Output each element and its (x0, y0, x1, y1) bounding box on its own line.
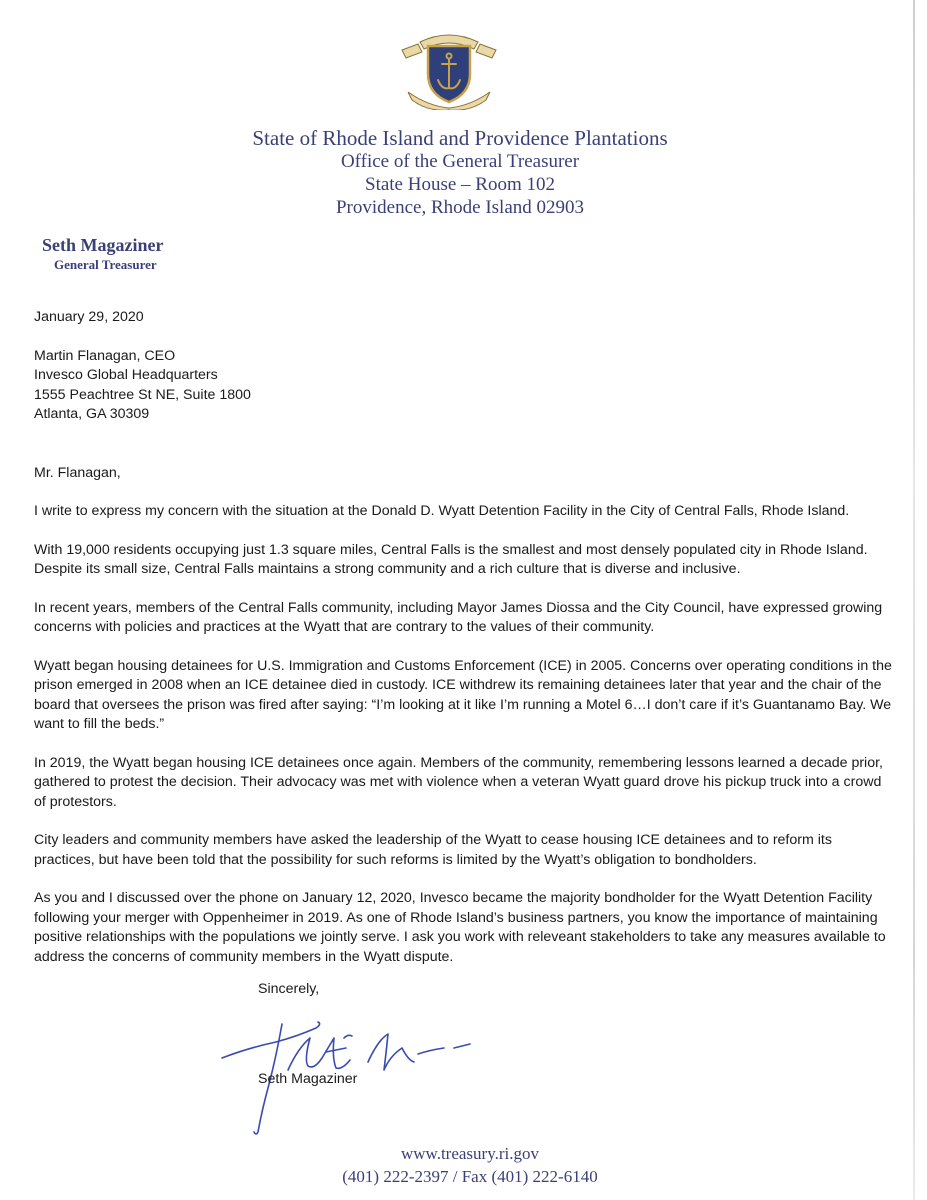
recipient-address (34, 347, 894, 425)
letterhead-title: State of Rhode Island and Providence Plantations (252, 126, 668, 150)
handwritten-signature (218, 998, 478, 1136)
treasurer-block (42, 234, 163, 274)
letterhead-room: State House – Room 102 (365, 174, 555, 195)
scan-edge-line (913, 0, 915, 1200)
recipient-line: Invesco Global Headquarters (34, 367, 218, 383)
treasurer-name: Seth Magaziner (42, 235, 164, 255)
letter-body (34, 308, 894, 967)
letterhead (180, 127, 740, 219)
body-paragraph: I write to express my concern with the situation at the Donald D. Wyatt Detention Facility in the City of Central Falls, Rhode Island. (34, 503, 850, 519)
letter-footer (230, 1142, 710, 1188)
footer-phone-fax: (401) 222-2397 / Fax (401) 222-6140 (342, 1167, 598, 1186)
closing: Sincerely, (258, 981, 320, 997)
treasurer-title: General Treasurer (54, 257, 157, 272)
letterhead-office: Office of the General Treasurer (340, 151, 580, 172)
signer-name: Seth Magaziner (258, 1071, 358, 1087)
recipient-line: Martin Flanagan, CEO (34, 347, 176, 364)
body-paragraph: As you and I discussed over the phone on January 12, 2020, Invesco became the majority bondholder for the Wyatt Detention Facility following your merger with Oppenheimer in 2019. As one of Rhode Island’s business partners, you know the importance of maintaining positive relationships with the populations we jointly serve. I ask you work with releveant stakeholders to take any measures available to address the concerns of community members in the Wyatt dispute. (34, 890, 886, 965)
body-paragraph: With 19,000 residents occupying just 1.3 square miles, Central Falls is the smallest and most densely populated city in Rhode Island. Despite its small size, Central Falls maintains a strong community and a rich culture that is diverse and inclusive. (34, 541, 868, 577)
footer-website[interactable]: www.treasury.ri.gov (400, 1144, 539, 1163)
letterhead-city: Providence, Rhode Island 02903 (335, 197, 584, 218)
rhode-island-seal-icon (398, 22, 500, 110)
recipient-line: Atlanta, GA 30309 (34, 406, 150, 422)
salutation: Mr. Flanagan, (34, 464, 121, 481)
body-paragraph: City leaders and community members have asked the leadership of the Wyatt to cease housing ICE detainees and to reform its practices, but have been told that the possibility for such reforms is limited by the Wyatt’s obligation to bondholders. (34, 832, 832, 868)
recipient-line: 1555 Peachtree St NE, Suite 1800 (34, 386, 251, 403)
body-paragraph: In 2019, the Wyatt began housing ICE detainees once again. Members of the community, remembering lessons learned a decade prior, gathered to protest the decision. Their advocacy was met with violence when a veteran Wyatt guard drove his pickup truck into a crowd of protestors. (34, 754, 883, 810)
body-paragraph: In recent years, members of the Central Falls community, including Mayor James Diossa and the City Council, have expressed growing concerns with policies and practices at the Wyatt that are contrary to the values of their community. (34, 599, 883, 635)
body-paragraph: Wyatt began housing detainees for U.S. Immigration and Customs Enforcement (ICE) in 2005. Concerns over operating conditions in the prison emerged in 2008 when an ICE detainee died in custody. ICE withdrew its remaining detainees later that year and the chair of the board that oversees the prison was fired after saying: “I’m looking at it like I’m running a Motel 6…I don’t care if it’s Guantanamo Bay. We want to fill the beds.” (34, 657, 892, 732)
letter-date: January 29, 2020 (34, 309, 144, 325)
